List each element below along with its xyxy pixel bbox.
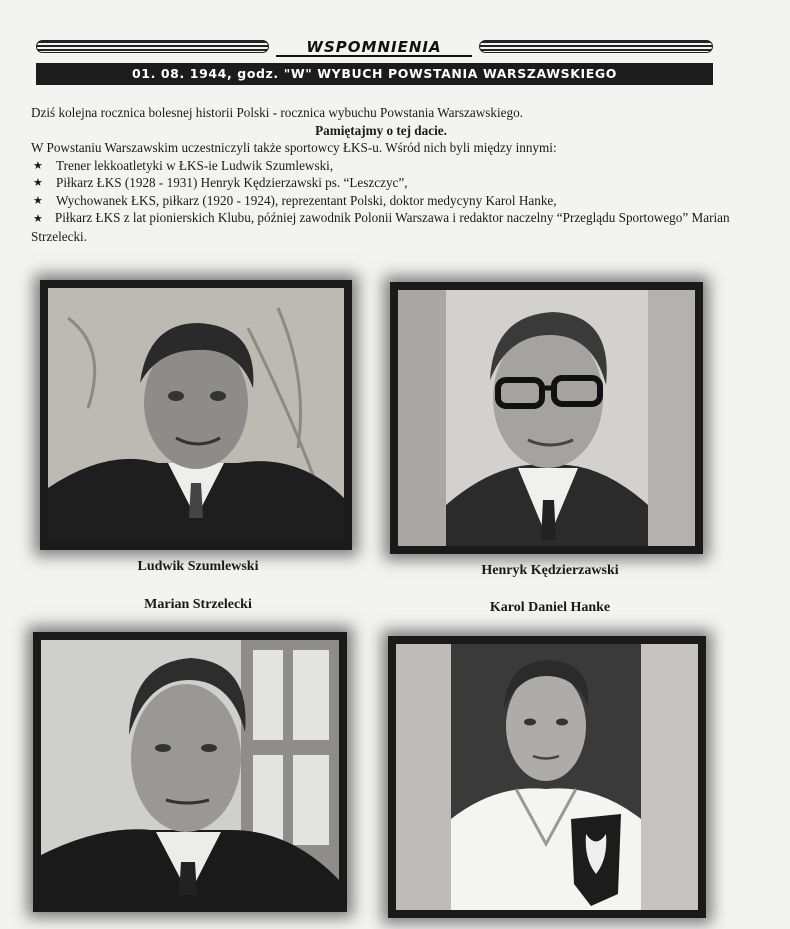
list-item-text: Piłkarz ŁKS (1928 - 1931) Henryk Kędzierzawski ps. “Leszczyc”, bbox=[56, 175, 408, 190]
portrait-photo-icon bbox=[398, 290, 695, 546]
article-text bbox=[31, 104, 731, 245]
masthead-title: WSPOMNIENIA bbox=[276, 37, 472, 57]
emphasis-line: Pamiętajmy o tej dacie. bbox=[315, 122, 447, 138]
star-icon: ★ bbox=[33, 193, 43, 207]
banner-rule-right bbox=[479, 40, 713, 53]
portrait-photo-kedzierzawski bbox=[390, 282, 703, 554]
portrait-photo-hanke bbox=[388, 636, 706, 918]
caption-strzelecki: Marian Strzelecki bbox=[144, 597, 252, 612]
star-icon: ★ bbox=[33, 176, 43, 189]
article-title: 01. 08. 1944, godz. "W" WYBUCH POWSTANIA WARSZAWSKIEGO bbox=[36, 63, 713, 85]
banner-rule-left bbox=[36, 40, 269, 53]
lead-paragraph: W Powstaniu Warszawskim uczestniczyli także sportowcy ŁKS-u. Wśród nich byli między innymi: bbox=[31, 140, 557, 155]
list-item-text: Trener lekkoatletyki w ŁKS-ie Ludwik Szumlewski, bbox=[56, 157, 334, 173]
portrait-photo-icon bbox=[48, 288, 344, 542]
list-item-text: Wychowanek ŁKS, piłkarz (1920 - 1924), reprezentant Polski, doktor medycyny Karol Hanke, bbox=[56, 192, 557, 208]
portrait-photo-szumlewski bbox=[40, 280, 352, 550]
intro-paragraph: Dziś kolejna rocznica bolesnej historii Polski - rocznica wybuchu Powstania Warszawskiego. bbox=[31, 105, 523, 120]
list-item-text: Piłkarz ŁKS z lat pionierskich Klubu, później zawodnik Polonii Warszawa i redaktor naczelny “Przeglądu Sportowego” Marian Strzelecki. bbox=[31, 210, 730, 244]
caption-kedzierzawski: Henryk Kędzierzawski bbox=[481, 563, 619, 578]
portrait-photo-icon bbox=[396, 644, 698, 910]
list-item bbox=[31, 174, 731, 192]
list-item bbox=[31, 192, 731, 210]
star-icon: ★ bbox=[33, 158, 43, 172]
list-item bbox=[31, 157, 731, 175]
masthead-banner bbox=[36, 37, 713, 57]
portrait-photo-strzelecki bbox=[33, 632, 347, 912]
portrait-photo-icon bbox=[41, 640, 339, 904]
caption-hanke: Karol Daniel Hanke bbox=[489, 600, 611, 615]
star-icon: ★ bbox=[33, 212, 43, 225]
caption-szumlewski: Ludwik Szumlewski bbox=[137, 559, 259, 574]
list-item bbox=[31, 209, 731, 245]
